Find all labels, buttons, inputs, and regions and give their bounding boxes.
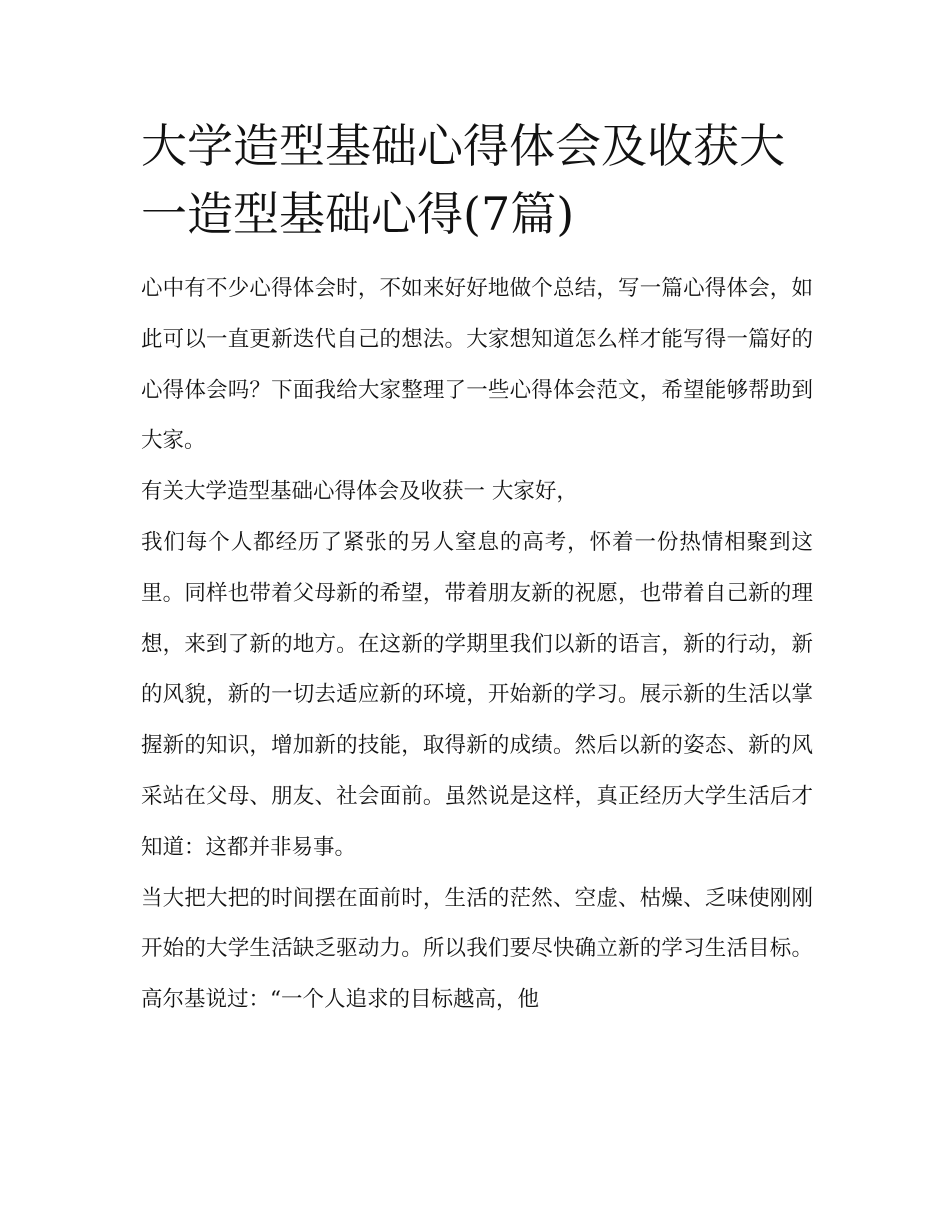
paragraph-intro: 心中有不少心得体会时，不如来好好地做个总结，写一篇心得体会，如此可以一直更新迭代自己的想法。大家想知道怎么样才能写得一篇好的心得体会吗？下面我给大家整理了一些心得体会范文，希望能够帮助到大家。 [141, 276, 813, 454]
paragraph-body-2: 当大把大把的时间摆在面前时，生活的茫然、空虚、枯燥、乏味使刚刚开始的大学生活缺乏驱动力。所以我们要尽快确立新的学习生活目标。高尔基说过：“一个人追求的目标越高，他 [141, 885, 813, 1013]
paragraph-section-heading: 有关大学造型基础心得体会及收获一 大家好， [141, 479, 578, 505]
document-page [141, 112, 813, 1026]
paragraph-body-1: 我们每个人都经历了紧张的另人窒息的高考，怀着一份热情相聚到这里。同样也带着父母新的希望，带着朋友新的祝愿，也带着自己新的理想，来到了新的地方。在这新的学期里我们以新的语言，新的行动，新的风貌，新的一切去适应新的环境，开始新的学习。展示新的生活以掌握新的知识，增加新的技能，取得新的成绩。然后以新的姿态、新的风采站在父母、朋友、社会面前。虽然说是这样，真正经历大学生活后才知道：这都并非易事。 [141, 529, 813, 860]
document-title: 大学造型基础心得体会及收获大一造型基础心得(7篇) [141, 119, 785, 241]
document-body [141, 264, 813, 1026]
